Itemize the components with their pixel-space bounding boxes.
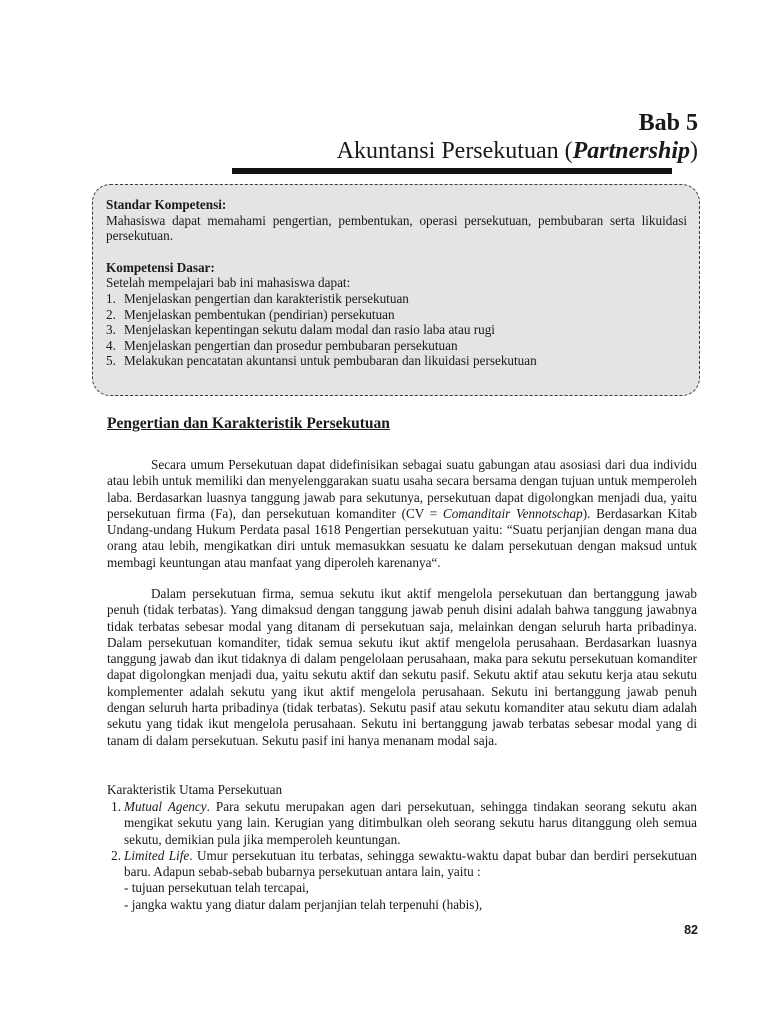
item-number xyxy=(107,848,124,913)
basic-competency-list xyxy=(106,291,687,369)
item-text: . Umur persekutuan itu terbatas, sehingga sewaktu-waktu dapat bubar dan berdiri persekutuan baru. Adapun sebab-sebab bubarnya persekutuan antara lain, yaitu : xyxy=(124,847,697,880)
standard-competency-heading: Standar Kompetensi: xyxy=(106,197,227,212)
list-item xyxy=(106,338,687,354)
basic-competency-heading: Kompetensi Dasar: xyxy=(106,259,215,275)
item-number xyxy=(107,799,124,848)
item-body xyxy=(124,799,697,848)
standard-competency-text: Mahasiswa dapat memahami pengertian, pembentukan, operasi persekutuan, pembubaran serta likuidasi persekutuan. xyxy=(106,212,687,244)
item-term: Mutual Agency xyxy=(124,799,207,814)
paragraph-text: ). Berdasarkan Kitab Undang-undang Hukum Perdata pasal 1618 Pengertian persekutuan yaitu: “Suatu perjanjian dengan mana dua orang atau lebih, mengikatkan diri untuk memasukkan sesuatu ke dalam persekutuan dengan maksud untuk membagi keuntungan atau manfaat yang diperoleh karenanya“. xyxy=(107,505,697,570)
chapter-title xyxy=(337,138,698,165)
item-number-text: 1. xyxy=(111,799,121,814)
paragraph-definition xyxy=(107,457,697,571)
chapter-title-main: Akuntansi Persekutuan ( xyxy=(336,138,573,164)
item-number: 5. xyxy=(106,353,116,369)
list-item xyxy=(106,291,687,307)
dash-item: - tujuan persekutuan telah tercapai, xyxy=(124,880,309,896)
item-body xyxy=(124,848,697,913)
list-item xyxy=(106,353,687,369)
item-number: 1. xyxy=(106,290,116,306)
dash-item: - jangka waktu yang diatur dalam perjanjian telah terpenuhi (habis), xyxy=(124,896,483,912)
characteristics-list xyxy=(107,799,697,913)
section-heading: Pengertian dan Karakteristik Persekutuan xyxy=(107,415,390,432)
paragraph-firm-types xyxy=(107,586,697,749)
paragraph-text: Secara umum Persekutuan dapat didefinisikan sebagai suatu gabungan atau asosiasi dari dua individu atau lebih untuk memiliki dan menyelenggarakan suatu usaha secara bersama dengan tujuan untuk memperoleh laba. Berdasarkan luasnya tanggung jawab para sekutunya, persekutuan dapat digolongkan menjadi dua, yaitu persekutuan firma (Fa), dan persekutuan komanditer (CV = xyxy=(107,457,697,521)
list-item xyxy=(106,322,687,338)
item-text: . Para sekutu merupakan agen dari persekutuan, sehingga tindakan seorang sekutu akan mengikat sekutu yang lain. Kerugian yang ditimbulkan oleh seorang sekutu harus ditanggung oleh semua sekutu, demikian pula jika memperoleh keuntungan. xyxy=(124,799,697,847)
paragraph-text: Dalam persekutuan firma, semua sekutu ikut aktif mengelola persekutuan dan bertanggung jawab penuh (tidak terbatas). Yang dimaksud dengan tanggung jawab penuh disini adalah bahwa tanggung jawabnya tidak terbatas sebesar modal yang ditanam di persekutuan saja, melainkan dengan seluruh harta pribadinya. Dalam persekutuan komanditer, tidak semua sekutu ikut aktif mengelola perusahaan. Berdasarkan luasnya tanggung jawab dan ikut tidaknya di dalam pengelolaan perusahaan, maka para sekutu persekutuan komanditer dapat digolongkan menjadi dua, yaitu sekutu aktif dan sekutu pasif. Sekutu aktif atau sekutu kerja atau sekutu komplementer adalah sekutu yang ikut aktif mengelola perusahaan. Sekutu ini bertanggung jawab penuh dengan seluruh harta pribadinya (tidak terbatas). Sekutu pasif atau sekutu komanditer atau sekutu diam adalah sekutu yang tidak ikut mengelola perusahaan. Sekutu ini bertanggung jawab terbatas sebesar modal yang di tanam di dalam persekutuan. Sekutu pasif ini hanya menanam modal saja. xyxy=(107,586,697,748)
title-rule xyxy=(232,168,672,174)
item-text: Menjelaskan kepentingan sekutu dalam modal dan rasio laba atau rugi xyxy=(124,322,495,338)
item-term: Limited Life xyxy=(124,847,190,863)
item-text: Menjelaskan pengertian dan prosedur pembubaran persekutuan xyxy=(124,337,458,353)
box-spacer xyxy=(106,244,687,260)
chapter-title-end: ) xyxy=(690,138,698,164)
item-text: Melakukan pencatatan akuntansi untuk pembubaran dan likuidasi persekutuan xyxy=(124,353,537,369)
chapter-number: Bab 5 xyxy=(638,110,698,136)
competency-box xyxy=(92,184,700,396)
chapter-title-italic: Partnership xyxy=(572,138,690,164)
item-number: 2. xyxy=(106,306,116,322)
item-number: 3. xyxy=(106,322,116,338)
basic-competency-intro: Setelah mempelajari bab ini mahasiswa dapat: xyxy=(106,275,351,291)
paragraph-italic-term: Comanditair Vennotschap xyxy=(442,505,583,521)
item-number-text: 2. xyxy=(111,847,121,863)
list-item xyxy=(107,799,697,848)
page-number: 82 xyxy=(684,923,698,937)
item-number: 4. xyxy=(106,337,116,353)
list-item xyxy=(106,307,687,323)
characteristics-title: Karakteristik Utama Persekutuan xyxy=(107,782,283,797)
item-text: Menjelaskan pembentukan (pendirian) persekutuan xyxy=(124,306,395,322)
list-item xyxy=(107,848,697,913)
item-text: Menjelaskan pengertian dan karakteristik persekutuan xyxy=(124,290,409,306)
